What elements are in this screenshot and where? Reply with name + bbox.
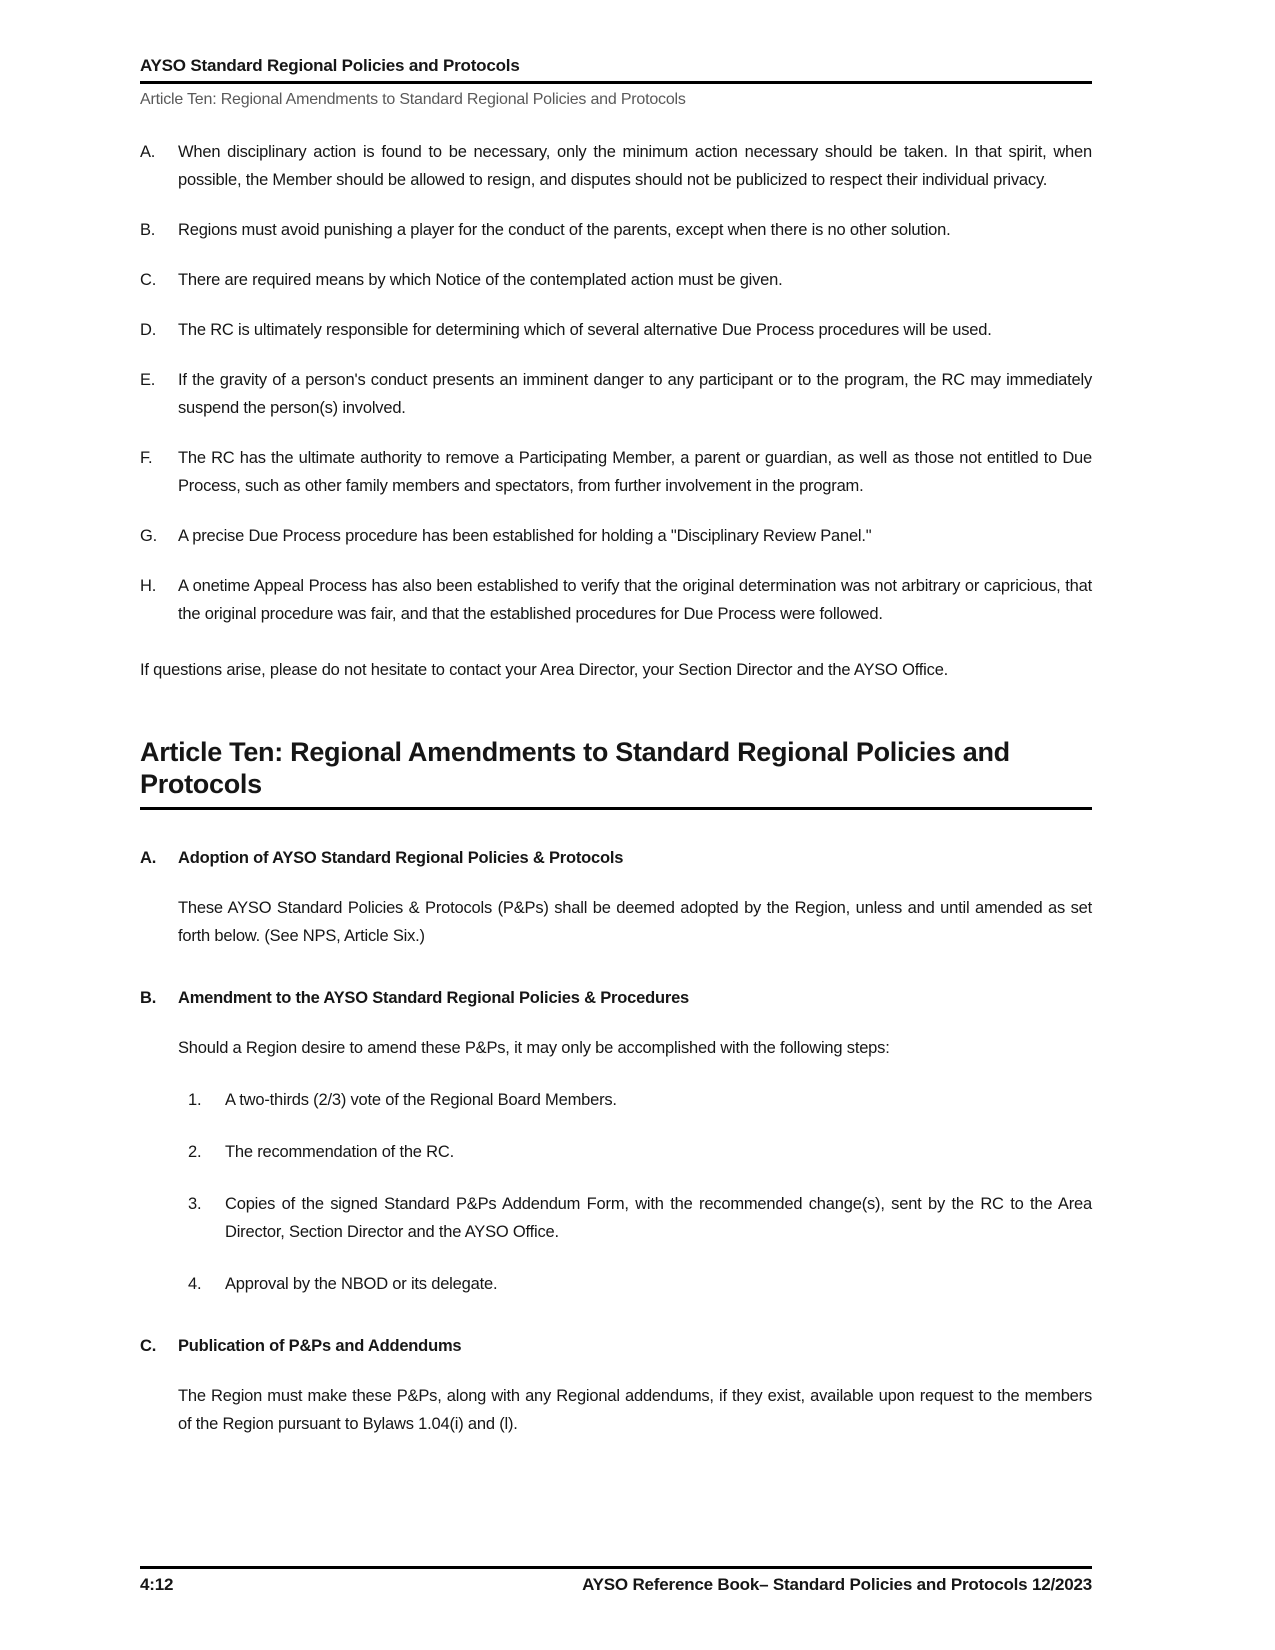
page-content: [140, 55, 1092, 1438]
numbered-item-text: A two-thirds (2/3) vote of the Regional Board Members.: [225, 1091, 617, 1109]
list-item: [140, 138, 1092, 194]
list-item: [140, 444, 1092, 500]
numbered-item: [188, 1190, 1092, 1246]
lettered-list: [140, 138, 1092, 628]
running-header: [140, 55, 1092, 110]
numbered-item: [188, 1138, 1092, 1166]
list-item-marker: A.: [140, 143, 156, 161]
list-item: [140, 316, 1092, 344]
list-item-text: If the gravity of a person's conduct presents an imminent danger to any participant or to the program, the RC may immediately suspend the person(s) involved.: [178, 371, 1092, 417]
section-heading-text: Publication of P&Ps and Addendums: [178, 1337, 462, 1355]
numbered-item-marker: 4.: [188, 1275, 202, 1293]
numbered-list: [188, 1086, 1092, 1298]
list-item-marker: D.: [140, 321, 157, 339]
list-item: [140, 266, 1092, 294]
section-paragraph: Should a Region desire to amend these P&Ps, it may only be accomplished with the following steps:: [178, 1039, 890, 1057]
section-adoption: [140, 844, 1092, 950]
page-footer: [140, 1566, 1092, 1595]
footer-doc-ref: AYSO Reference Book– Standard Policies and Protocols 12/2023: [582, 1575, 1092, 1594]
section-marker: A.: [140, 849, 157, 867]
list-item-marker: F.: [140, 449, 153, 467]
document-subtitle: Article Ten: Regional Amendments to Standard Regional Policies and Protocols: [140, 91, 686, 108]
header-rule: [140, 81, 1092, 84]
section-publication: [140, 1332, 1092, 1438]
section-heading-text: Amendment to the AYSO Standard Regional Policies & Procedures: [178, 989, 690, 1007]
section-heading: [140, 984, 1092, 1012]
list-item-marker: B.: [140, 221, 156, 239]
list-item: [140, 572, 1092, 628]
list-item: [140, 366, 1092, 422]
numbered-item-marker: 2.: [188, 1143, 202, 1161]
list-item-text: The RC has the ultimate authority to remove a Participating Member, a parent or guardian, as well as those not entitled to Due Process, such as other family members and spectators, from further involvement in the program.: [178, 449, 1092, 495]
numbered-item-text: Copies of the signed Standard P&Ps Addendum Form, with the recommended change(s), sent by the RC to the Area Director, Section Director and the AYSO Office.: [225, 1195, 1092, 1241]
list-item-text: When disciplinary action is found to be necessary, only the minimum action necessary should be taken. In that spirit, when possible, the Member should be allowed to resign, and disputes should not be publicized to respect their individual privacy.: [178, 143, 1092, 189]
list-item-marker: E.: [140, 371, 156, 389]
list-item-text: Regions must avoid punishing a player for the conduct of the parents, except when there is no other solution.: [178, 221, 951, 239]
section-paragraph: These AYSO Standard Policies & Protocols (P&Ps) shall be deemed adopted by the Region, unless and until amended as set forth below. (See NPS, Article Six.): [178, 899, 1092, 945]
list-item-marker: C.: [140, 271, 157, 289]
section-heading: [140, 844, 1092, 872]
document-title: AYSO Standard Regional Policies and Protocols: [140, 56, 520, 75]
article-heading: Article Ten: Regional Amendments to Standard Regional Policies and Protocols: [140, 736, 1092, 810]
list-item-text: The RC is ultimately responsible for determining which of several alternative Due Process procedures will be used.: [178, 321, 992, 339]
list-item-marker: G.: [140, 527, 158, 545]
numbered-item-marker: 3.: [188, 1195, 202, 1213]
numbered-item-text: The recommendation of the RC.: [225, 1143, 454, 1161]
section-heading-text: Adoption of AYSO Standard Regional Policies & Protocols: [178, 849, 624, 867]
section-marker: C.: [140, 1337, 157, 1355]
footer-page-ref: 4:12: [140, 1575, 174, 1594]
section-marker: B.: [140, 989, 157, 1007]
list-item-text: There are required means by which Notice of the contemplated action must be given.: [178, 271, 783, 289]
list-item: [140, 216, 1092, 244]
section-amendment: [140, 984, 1092, 1298]
numbered-item-text: Approval by the NBOD or its delegate.: [225, 1275, 498, 1293]
list-item-text: A precise Due Process procedure has been established for holding a "Disciplinary Review Panel.": [178, 527, 872, 545]
list-item-marker: H.: [140, 577, 157, 595]
numbered-item: [188, 1270, 1092, 1298]
list-item: [140, 522, 1092, 550]
list-item-text: A onetime Appeal Process has also been established to verify that the original determination was not arbitrary or capricious, that the original procedure was fair, and that the established procedures for Due Process were followed.: [178, 577, 1092, 623]
closing-note: If questions arise, please do not hesitate to contact your Area Director, your Section Director and the AYSO Office.: [140, 661, 949, 679]
section-heading: [140, 1332, 1092, 1360]
numbered-item: [188, 1086, 1092, 1114]
section-paragraph: The Region must make these P&Ps, along with any Regional addendums, if they exist, available upon request to the members of the Region pursuant to Bylaws 1.04(i) and (l).: [178, 1387, 1092, 1433]
numbered-item-marker: 1.: [188, 1091, 202, 1109]
